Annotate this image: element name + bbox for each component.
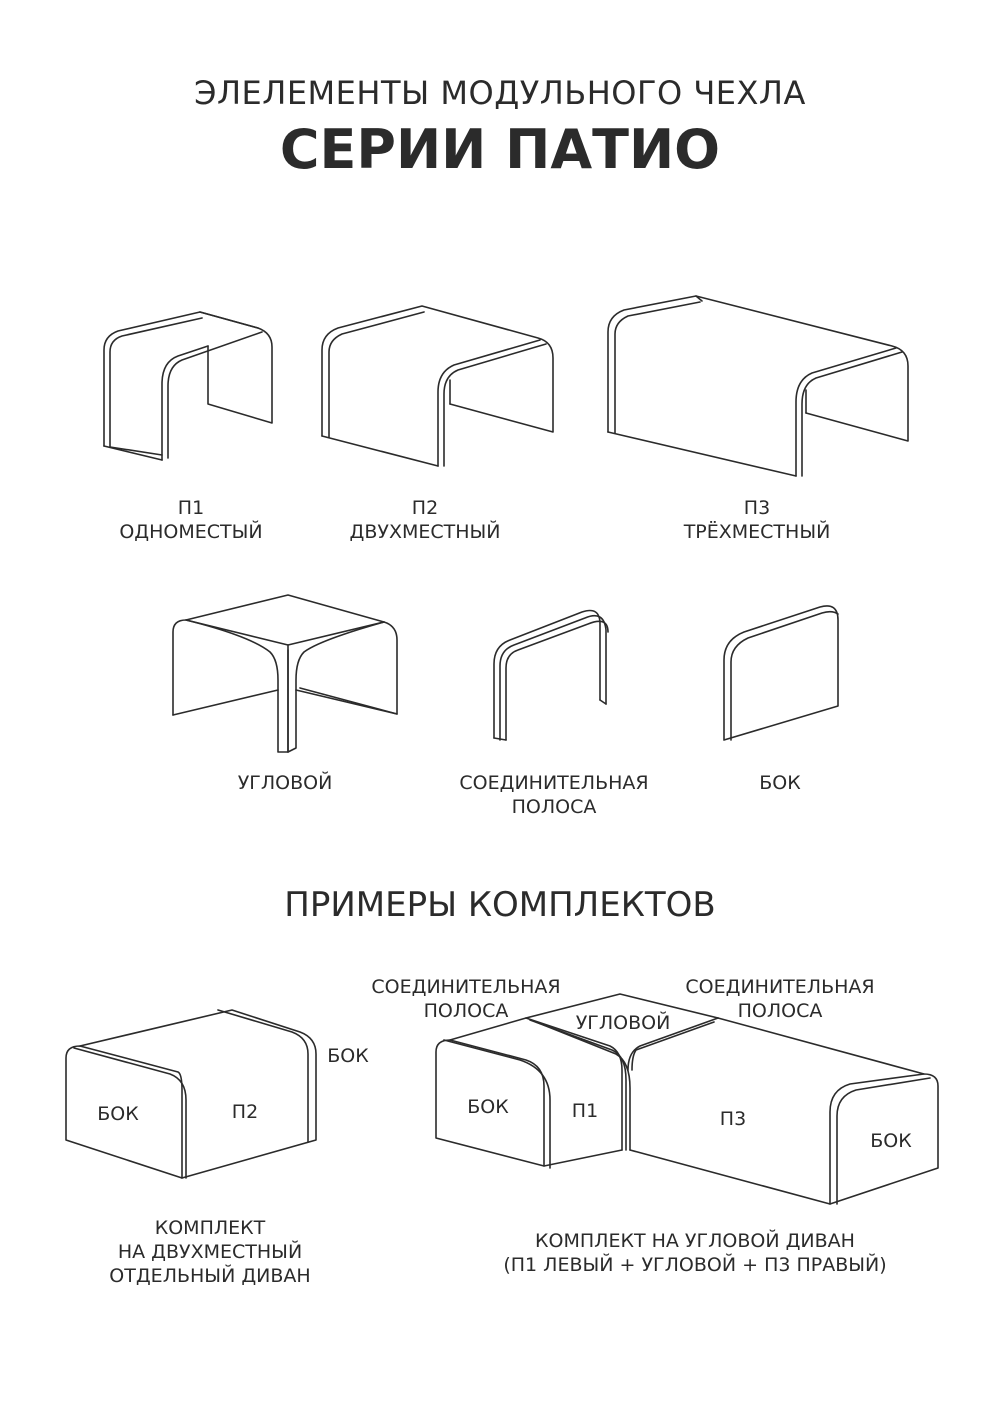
p2-name: ДВУХМЕСТНЫЙ (349, 521, 501, 543)
p3-name: ТРЁХМЕСТНЫЙ (683, 521, 831, 543)
set2-strip-left-line2: ПОЛОСА (423, 1000, 509, 1022)
set2-strip-left (366, 975, 566, 1023)
strip-drawing (494, 611, 608, 741)
p2-label (330, 496, 520, 544)
side-label (720, 771, 840, 795)
strip-label (444, 771, 664, 819)
set2-side-right: БОК (870, 1130, 912, 1152)
p1-code: П1 (177, 497, 205, 519)
set1-caption-line2: НА ДВУХМЕСТНЫЙ (117, 1241, 303, 1263)
set1-side-back: БОК (327, 1045, 369, 1067)
set2-p1: П1 (571, 1100, 599, 1122)
set2-strip-right-line1: СОЕДИНИТЕЛЬНАЯ (685, 976, 875, 998)
p1-label (96, 496, 286, 544)
strip-line2: ПОЛОСА (511, 796, 597, 818)
p1-name: ОДНОМЕСТЫЙ (119, 521, 263, 543)
p2-cover-drawing (322, 306, 553, 466)
corner-name: УГЛОВОЙ (237, 772, 333, 794)
set2-caption (470, 1229, 920, 1277)
set2-p3: П3 (719, 1108, 747, 1130)
p3-cover-drawing (608, 296, 908, 476)
page-title-line1: ЭЛЕЛЕМЕНТЫ МОДУЛЬНОГО ЧЕХЛА (194, 74, 806, 112)
set1-side-front: БОК (97, 1103, 139, 1125)
side-name: БОК (759, 772, 801, 794)
set1-caption-line1: КОМПЛЕКТ (154, 1217, 266, 1239)
side-drawing (724, 606, 838, 740)
set2-strip-right (680, 975, 880, 1023)
p3-label (662, 496, 852, 544)
strip-line1: СОЕДИНИТЕЛЬНАЯ (459, 772, 649, 794)
set2-caption-line2: (П1 ЛЕВЫЙ + УГЛОВОЙ + П3 ПРАВЫЙ) (503, 1254, 887, 1276)
corner-label (190, 771, 380, 795)
set2-strip-left-line1: СОЕДИНИТЕЛЬНАЯ (371, 976, 561, 998)
set2-corner: УГЛОВОЙ (575, 1012, 671, 1034)
set1-caption (90, 1216, 330, 1288)
set2-side-left: БОК (467, 1096, 509, 1118)
examples-title: ПРИМЕРЫ КОМПЛЕКТОВ (284, 885, 716, 925)
p1-cover-drawing (104, 312, 272, 460)
p3-code: П3 (743, 497, 771, 519)
set1-drawing (66, 1010, 316, 1178)
set1-caption-line3: ОТДЕЛЬНЫЙ ДИВАН (109, 1265, 311, 1287)
set2-caption-line1: КОМПЛЕКТ НА УГЛОВОЙ ДИВАН (535, 1230, 855, 1252)
page-title-line2: СЕРИИ ПАТИО (279, 118, 721, 181)
p2-code: П2 (411, 497, 439, 519)
set1-p2: П2 (231, 1101, 259, 1123)
set2-strip-right-line2: ПОЛОСА (737, 1000, 823, 1022)
corner-cover-drawing (173, 595, 397, 752)
